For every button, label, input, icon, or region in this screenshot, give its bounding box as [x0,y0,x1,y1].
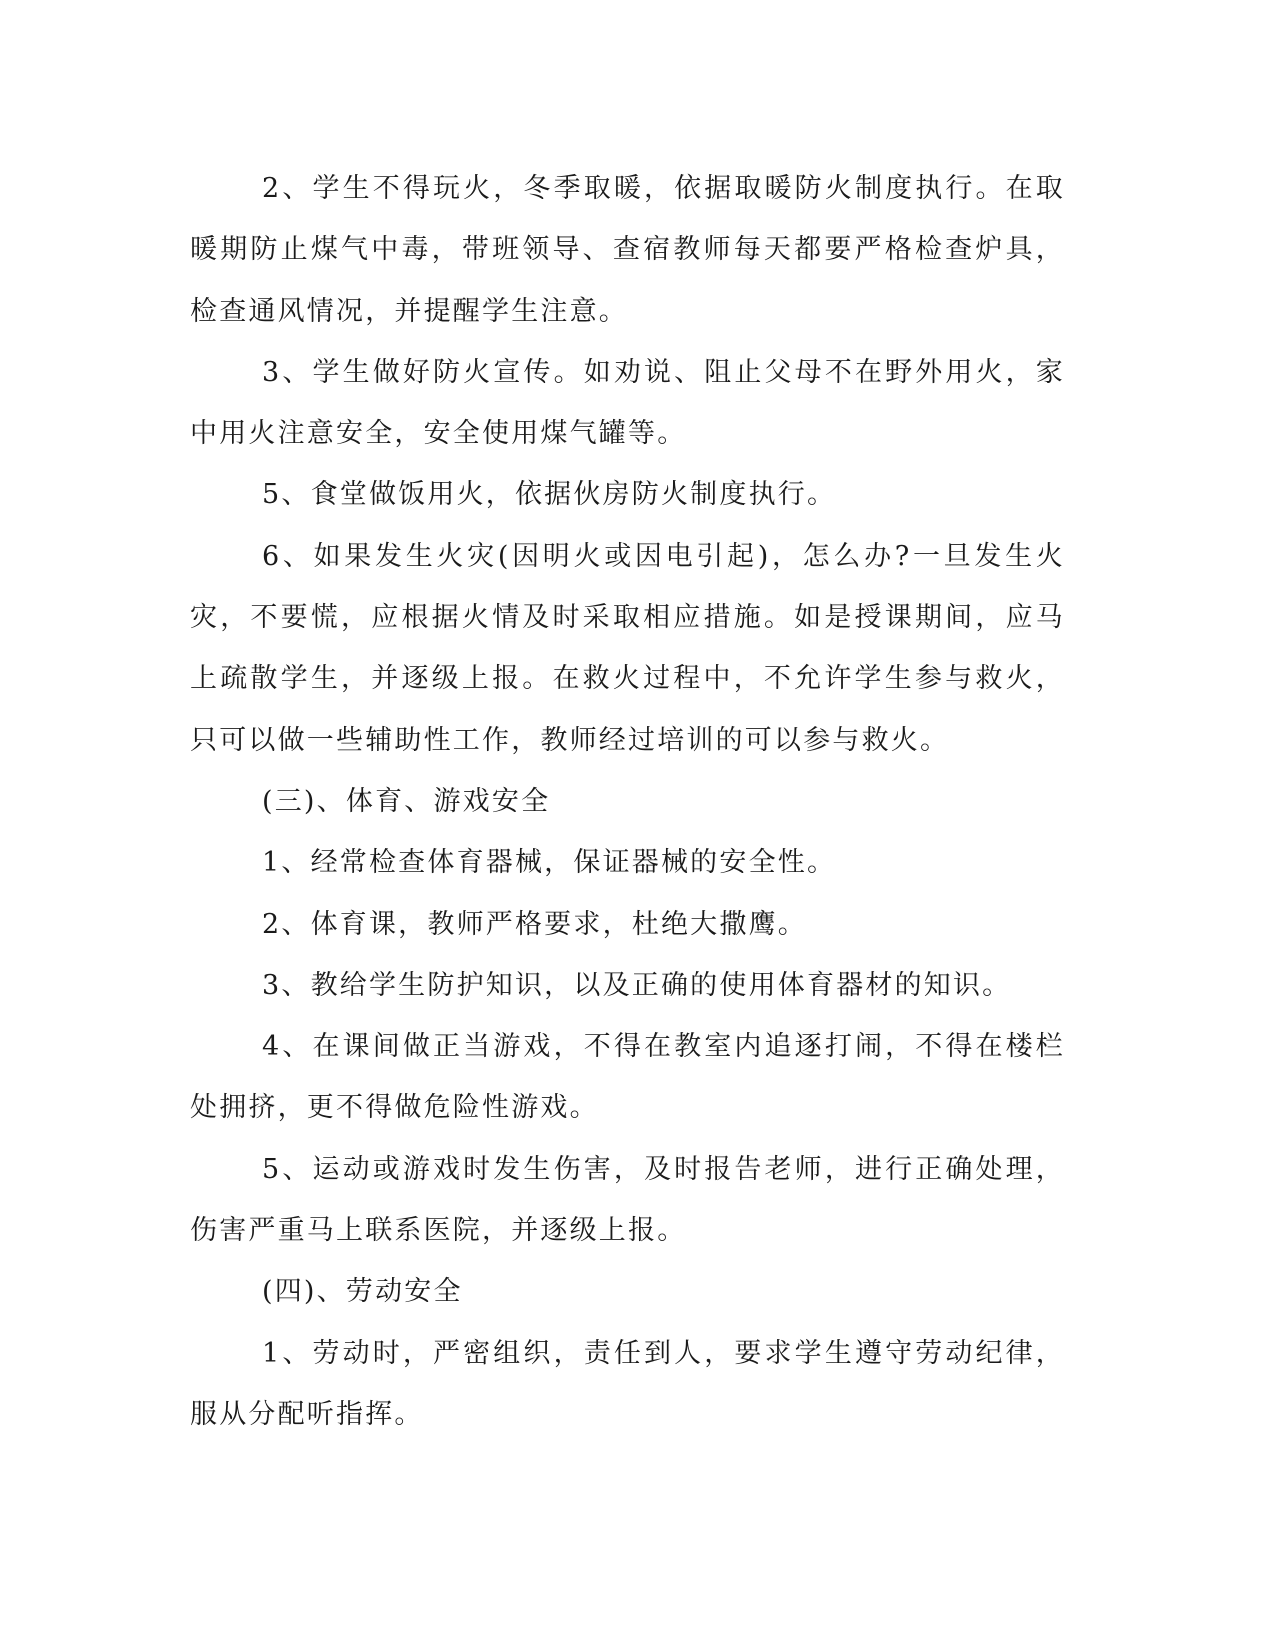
paragraph-fire-emergency: 6、如果发生火灾(因明火或因电引起)，怎么办?一旦发生火灾，不要慌，应根据火情及时采取相应措施。如是授课期间，应马上疏散学生，并逐级上报。在救火过程中，不允许学生参与救火，只可以做一些辅助性工作，教师经过培训的可以参与救火。 [190,540,1065,756]
paragraph-canteen-fire: 5、食堂做饭用火，依据伙房防火制度执行。 [262,479,837,511]
paragraph-labor-organization: 1、劳动时，严密组织，责任到人，要求学生遵守劳动纪律，服从分配听指挥。 [190,1337,1065,1430]
paragraph-protection-knowledge: 3、教给学生防护知识，以及正确的使用体育器材的知识。 [262,969,1012,1001]
paragraph-injury-handling: 5、运动或游戏时发生伤害，及时报告老师，进行正确处理，伤害严重马上联系医院，并逐级上报。 [190,1153,1065,1247]
paragraph-break-games: 4、在课间做正当游戏，不得在教室内追逐打闹，不得在楼栏处拥挤，更不得做危险性游戏。 [190,1031,1065,1124]
paragraph-fire-winter-heating: 2、学生不得玩火，冬季取暖，依据取暖防火制度执行。在取暖期防止煤气中毒，带班领导、查宿教师每天都要严格检查炉具，检查通风情况，并提醒学生注意。 [190,173,1065,327]
section-heading-sports-games-safety: (三)、体育、游戏安全 [262,785,551,817]
paragraph-check-equipment: 1、经常检查体育器械，保证器械的安全性。 [262,847,837,879]
section-heading-labor-safety: (四)、劳动安全 [262,1276,463,1308]
paragraph-pe-class: 2、体育课，教师严格要求，杜绝大撒鹰。 [262,908,807,940]
document-body [190,158,1065,1445]
paragraph-fire-publicity: 3、学生做好防火宣传。如劝说、阻止父母不在野外用火，家中用火注意安全，安全使用煤气罐等。 [190,356,1065,450]
